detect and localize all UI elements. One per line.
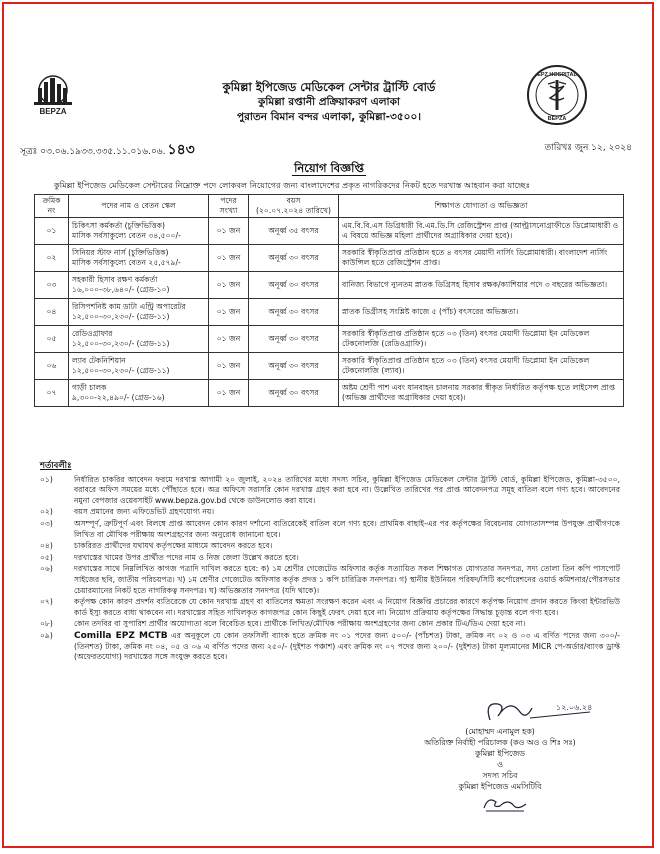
row-count: ০১ জন [209, 353, 249, 380]
row-post: চিকিৎসা কর্মকর্তা (চুক্তিভিত্তিক) মাসিক সর্বসাকুল্যে বেতন ৩৪,৫০০/- [69, 218, 209, 245]
row-serial: ০৭ [35, 380, 69, 407]
issue-date: তারিখঃ জুন ১২, ২০২৪ [544, 143, 632, 153]
condition-text: দরখাস্তের খামের উপর প্রার্থীত পদের নাম ও নিজ জেলা উল্লেখ করতে হবে। [74, 552, 299, 562]
row-age: অনূর্ধ্ব ৩০ বৎসর [249, 380, 339, 407]
row-qualification: সরকারি স্বীকৃতিপ্রাপ্ত প্রতিষ্ঠান হতে ০৩ (তিন) বৎসর মেয়াদী ডিপ্লোমা ইন মেডিকেল টেকনোলজি (ল্যাব)। [339, 353, 624, 380]
row-count: ০১ জন [209, 245, 249, 272]
row-serial: ০৩ [35, 272, 69, 299]
row-age: অনূর্ধ্ব ৩০ বৎসর [249, 299, 339, 326]
row-serial: ০১ [35, 218, 69, 245]
row-post: সহকারী হিসাব রক্ষণ কর্মকর্তা ১৬,০০০-৩৮,৬৪০/- (গ্রেড-১০) [69, 272, 209, 299]
svg-text:BEPZA: BEPZA [39, 107, 67, 116]
svg-text:১২.০৬.২৪: ১২.০৬.২৪ [556, 703, 593, 712]
condition-item [40, 475, 620, 507]
signatory-designation: অতিরিক্ত নির্বাহী পরিচালক (কও অও ও শিঃ সঃ) [424, 738, 576, 747]
row-qualification: স্নাতক ডিগ্রীসহ সংশ্লিষ্ট কাজে ৫ (পাঁচ) বৎসরের অভিজ্ঞতা। [339, 299, 624, 326]
condition-number: ০৯) [40, 630, 53, 640]
table-row [35, 353, 624, 380]
row-serial: ০৬ [35, 353, 69, 380]
row-post: রিসিপশনিষ্ট কাম ডাটা এন্ট্রি অপারেটর ১২,৫০০-৩০,২৩০/- (গ্রেড-১১) [69, 299, 209, 326]
org-address: পুরাতন বিমান বন্দর এলাকা, কুমিল্লা-৩৫০০। [236, 111, 422, 123]
letterhead [14, 80, 644, 125]
signatory-name: (মোহাম্মদ এনামুল হক) [465, 727, 535, 736]
row-count: ০১ জন [209, 326, 249, 353]
condition-text: অসম্পূর্ণ, ত্রুটিপূর্ণ এবং বিলম্বে প্রাপ্ত আবেদন কোন কারণ দর্শানো ব্যতিরেকেই বাতিল বলে গণ্য হবে। প্রাথমিক বাছাই-এর পর কর্তৃপক্ষের বিবেচনায় যোগ্যতাসম্পন্ন উপযুক্ত প্রার্থীগণকে লিখিত বা মৌখিক পরীক্ষায় অংশগ্রহণের জন্য অনুরোধ জানানো হবে। [74, 518, 620, 539]
row-post: সিনিয়র স্টাফ নার্স (চুক্তিভিত্তিক) মাসিক সর্বসাকুল্যে বেতন ২৫,৫৭৯/- [69, 245, 209, 272]
condition-text: কর্তৃপক্ষ কোন কারণ প্রদর্শন ব্যতিরেকে যে কোন দরখাস্ত গ্রহণ বা বাতিলের ক্ষমতা সংরক্ষণ করেন এবং এ নিয়োগ বিজ্ঞপ্তি প্রচারের কারণে কর্তৃপক্ষ নিয়োগ প্রদান করতে কিংবা ইন্টারভিউ কার্ড ইস্যু করতে বাধ্য থাকবেন না। দরখাস্তের সহিত দাখিলকৃত কাগজপত্র কোন কিছুই ফেরৎ দেয়া হবে না। নিয়োগ প্রক্রিয়ায় কর্তৃপক্ষের সিদ্ধান্ত চূড়ান্ত বলে গণ্য হবে। [74, 597, 620, 617]
svg-text:EPZ HOSPITAL: EPZ HOSPITAL [537, 72, 577, 78]
row-age: অনূর্ধ্ব ৩০ বৎসর [249, 245, 339, 272]
table-header [35, 195, 624, 218]
vacancy-table [34, 194, 624, 407]
condition-number: ০৫) [40, 552, 53, 562]
row-serial: ০২ [35, 245, 69, 272]
condition-item [40, 519, 620, 540]
row-qualification: অষ্টম শ্রেণী পাশ এবং যানবাহন চালনায় সরকার স্বীকৃত নির্ধারিত কর্তৃপক্ষ হতে লাইসেন্স প্রাপ্ত (অভিজ্ঞ প্রার্থীদের অগ্রাধিকার দেয়া হবে)। [339, 380, 624, 407]
org-name: কুমিল্লা ইপিজেড মেডিকেল সেন্টার ট্রাস্টি বোর্ড [222, 80, 436, 94]
row-post: ল্যাব টেকনিশিয়ান ১২,৫০০-৩০,২৩০/- (গ্রেড-১১) [69, 353, 209, 380]
condition-item [40, 564, 620, 596]
condition-item [40, 553, 620, 564]
signature-scribble [380, 690, 620, 726]
row-qualification: সরকারি স্বীকৃতিপ্রাপ্ত প্রতিষ্ঠান হতে ০৩ (তিন) বৎসর মেয়াদী ডিপ্লোমা ইন মেডিকেল টেকনোলজি (রেডিওগ্রাফি)। [339, 326, 624, 353]
col-post: পদের নাম ও বেতন স্কেল [69, 195, 209, 218]
row-serial: ০৪ [35, 299, 69, 326]
condition-number: ০১) [40, 474, 53, 484]
condition-item [40, 597, 620, 618]
table-row [35, 299, 624, 326]
table-row [35, 245, 624, 272]
col-age: বয়স (২০.০৭.২০২৪ তারিখে) [249, 195, 339, 218]
condition-text: চাকরিরত প্রার্থীদের যথাযথ কর্তৃপক্ষের মাধ্যমে আবেদন করতে হবে। [74, 541, 273, 551]
table-row [35, 380, 624, 407]
row-age: অনূর্ধ্ব ৩০ বৎসর [249, 353, 339, 380]
row-age: অনূর্ধ্ব ৩৫ বৎসর [249, 218, 339, 245]
notice-title: নিয়োগ বিজ্ঞপ্তি [294, 161, 364, 175]
condition-text: Comilla EPZ MCTB এর অনুকূলে যে কোন তফসিলী ব্যাংক হতে ক্রমিক নং ০১ পদের জন্য ৫০০/- (পাঁচশত) টাকা, ক্রমিক নং ০২ ও ০৩ এ বর্ণিত পদের জন্য ৩০০/- (তিনশত) টাকা, ক্রমিক নং ০৪, ০৫ ও ০৬ এ বর্ণিত পদের জন্য ২৫০/- (দুইশত পঞ্চাশ) এবং ক্রমিক নং ০৭ পদের জন্য ২০০/- (দুইশত) টাকা মূল্যমানের MICR পে-অর্ডার/ব্যাংক ড্রাফ্ট (অফেরতযোগ্য) দরখাস্তের সঙ্গে সংযুক্ত করতে হবে। [74, 630, 620, 662]
row-post: গাড়ী চালক ৯,৩০০-২২,৪৯০/- (গ্রেড-১৬) [69, 380, 209, 407]
signatory-role: সদস্য সচিব [482, 771, 518, 780]
row-age: অনূর্ধ্ব ৩০ বৎসর [249, 272, 339, 299]
row-serial: ০৫ [35, 326, 69, 353]
row-count: ০১ জন [209, 299, 249, 326]
col-serial: ক্রমিক নং [35, 195, 69, 218]
svg-text:BEPZA: BEPZA [547, 116, 567, 122]
row-post: রেডিওগ্রাফার ১২,৫০০-৩০,২৩০/- (গ্রেড-১১) [69, 326, 209, 353]
condition-number: ০৮) [40, 619, 53, 629]
condition-text: দরখাস্তের সাথে নিম্নলিখিত কাগজ পত্রাদি দাখিল করতে হবে: ক) ১ম শ্রেণীর গেজেটেড অফিসার কর্তৃক সত্যায়িত সকল শিক্ষাগত যোগ্যতার সনদপত্র, সদ্য তোলা তিন কপি পাসপোর্ট সাইজের ছবি, জাতীয় পরিচয়পত্র। খ) ১ম শ্রেণীর গেজেটেড অফিসার কর্তৃক প্রদত্ত ১ কপি চারিত্রিক সনদপত্র। গ) স্থানীয় ইউনিয়ন পরিষদ/সিটি কর্পোরেশনের ওয়ার্ড কমিশনার/পৌরসভার চেয়ারম্যানের নিকট হতে নাগরিকত্ব সনদপত্র। ঘ) অভিজ্ঞতার সনদপত্র (যদি থাকে)। [74, 564, 620, 595]
memo-number: ১৪৩ [167, 142, 195, 158]
condition-text: নির্ধারিত চাকরির আবেদন ফরমে দরখাস্ত আগামী ২০ জুলাই, ২০২৪ তারিখের মধ্যে সদস্য সচিব, কুমিল্লা ইপিজেড মেডিকেল সেন্টার ট্রাস্টি বোর্ড, কুমিল্লা ইপিজেড, কুমিল্লা-৩৫০০, বরাবরে অফিস সময়ের মধ্যে পৌঁছাতে হবে। অত্র অফিসে সরাসরি কোন দরখাস্ত গ্রহণ করা হবে না। উল্লেখিত তারিখের পর প্রাপ্ত আবেদনপত্র সমূহ বাতিল বলে গণ্য হবে। আবেদনের নমুনা বেপজার ওয়েবসাইট www.bepza.gov.bd থেকে ডাউনলোড করা যাবে। [74, 474, 620, 505]
notice-intro: কুমিল্লা ইপিজেড মেডিকেল সেন্টারের নিম্নোক্ত পদে লোকবল নিয়োগের জন্য বাংলাদেশের প্রকৃত নাগরিকদের নিকট হতে দরখাস্ত আহবান করা যাচ্ছেঃ [54, 180, 531, 190]
payee-name: Comilla EPZ MCTB [74, 630, 168, 641]
row-count: ০১ জন [209, 272, 249, 299]
row-count: ০১ জন [209, 380, 249, 407]
signature-block [380, 690, 620, 814]
table-row [35, 218, 624, 245]
and-text: ও [497, 760, 503, 769]
memo-reference: সূত্রঃ ০৩.০৬.১৯৩৩.৩৩৫.১১.০১৬.০৬. ১৪৩ [20, 142, 195, 158]
condition-number: ০২) [40, 507, 53, 517]
col-qualification: শিক্ষাগত যোগ্যতা ও অভিজ্ঞতা [339, 195, 624, 218]
condition-item [40, 507, 620, 518]
condition-item [40, 631, 620, 663]
row-age: অনূর্ধ্ব ৩০ বৎসর [249, 326, 339, 353]
condition-item [40, 619, 620, 630]
row-count: ০১ জন [209, 218, 249, 245]
condition-number: ০৪) [40, 541, 53, 551]
org-area: কুমিল্লা রপ্তানী প্রক্রিয়াকরণ এলাকা [258, 96, 400, 108]
condition-text: কোন তদবির বা সুপারিশ প্রার্থীর অযোগ্যতা বলে বিবেচিত হবে। প্রার্থীকে লিখিত/মৌখিক পরীক্ষায় অংশগ্রহণের জন্য কোন প্রকার টিএ/ডিএ দেয়া হবে না। [74, 619, 526, 629]
conditions [40, 460, 620, 664]
table-row [35, 272, 624, 299]
condition-number: ০৬) [40, 564, 53, 574]
table-row [35, 326, 624, 353]
row-qualification: বানিজ্য বিভাগে ন্যুনতম স্নাতক ডিগ্রিসহ হিসাব রক্ষক/ক্যাশিয়ার পদে ৩ বছরের অভিজ্ঞতা। [339, 272, 624, 299]
condition-item [40, 541, 620, 552]
initial-scribble [380, 792, 620, 814]
row-qualification: সরকারি স্বীকৃতিপ্রাপ্ত প্রতিষ্ঠান হতে ৪ বৎসর মেয়াদী নার্সিং ডিপ্লোমাধারী। বাংলাদেশ নার্সিং কাউন্সিল হতে রেজিস্ট্রেশন প্রাপ্ত। [339, 245, 624, 272]
signatory-board: কুমিল্লা ইপিজেড এমসিটিবি [458, 782, 542, 791]
col-count: পদের সংখ্যা [209, 195, 249, 218]
row-qualification: এম.বি.বি.এস ডিগ্রিধারী বি.এম.ডি.সি রেজিস্ট্রেশন প্রাপ্ত (আল্ট্রাসনোগ্রাফীতে ডিপ্লোমাধারী ও এ বিষয়ে অভিজ্ঞ মহিলা প্রার্থীদের অগ্রাধিকার দেয়া হবে)। [339, 218, 624, 245]
condition-text: বয়স প্রমানের জন্য এফিডেভিট গ্রহণযোগ্য নয়। [74, 507, 215, 517]
condition-number: ০৩) [40, 518, 53, 528]
conditions-heading: শর্তাবলীঃ [40, 460, 72, 470]
condition-number: ০৭) [40, 597, 53, 607]
signatory-org: কুমিল্লা ইপিজেড [475, 749, 525, 758]
